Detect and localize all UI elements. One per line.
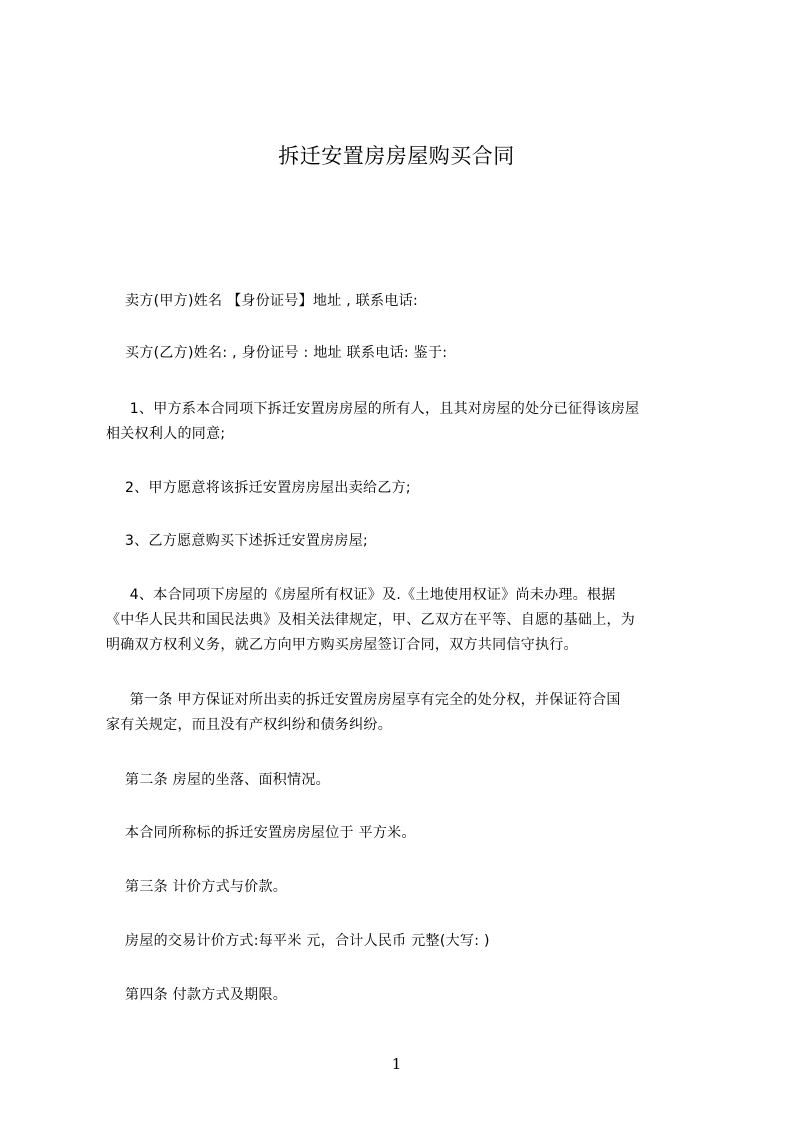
- buyer-info-paragraph: 买方(乙方)姓名: , 身份证号 : 地址 联系电话: 鉴于:: [106, 345, 448, 361]
- article-1-paragraph: 第一条 甲方保证对所出卖的拆迁安置房房屋享有完全的处分权，并保证符合国 家有关规定，而且没有产权纠纷和债务纠纷。: [106, 692, 621, 733]
- page-number: 1: [391, 1055, 402, 1073]
- pricing-paragraph: 房屋的交易计价方式:每平米 元，合计人民币 元整(大写: ): [106, 933, 490, 949]
- article-3-heading: 第三条 计价方式与价款。: [106, 879, 288, 895]
- seller-info-paragraph: 卖方(甲方)姓名 【身份证号】地址 , 联系电话:: [106, 293, 418, 309]
- whereas-item-3: 3、乙方愿意购买下述拆迁安置房房屋;: [106, 533, 369, 549]
- whereas-item-1: 1、甲方系本合同项下拆迁安置房房屋的所有人，且其对房屋的处分已征得该房屋 相关权利人的同意;: [106, 401, 640, 442]
- property-location-paragraph: 本合同所称标的拆迁安置房房屋位于 平方米。: [106, 825, 416, 841]
- article-2-heading: 第二条 房屋的坐落、面积情况。: [106, 772, 330, 788]
- whereas-item-2: 2、甲方愿意将该拆迁安置房房屋出卖给乙方;: [106, 480, 411, 496]
- whereas-item-4: 4、本合同项下房屋的《房屋所有权证》及.《土地使用权证》尚未办理。根据 《中华人民共和国民法典》及相关法律规定，甲、乙双方在平等、自愿的基础上，为 明确双方权利义务，就乙方向甲方购买房屋签订合同，双方共同信守执行。: [106, 587, 636, 653]
- article-4-heading: 第四条 付款方式及期限。: [106, 987, 288, 1003]
- document-title: 拆迁安置房房屋购买合同: [278, 144, 515, 168]
